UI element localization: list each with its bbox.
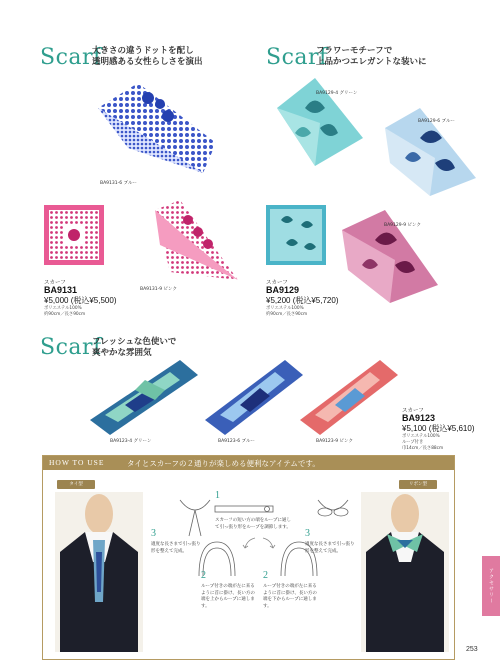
scarf-ba9129-green-flat-image	[266, 205, 326, 265]
section3-tagline	[92, 337, 176, 359]
step3-left-text: 適度な長さまで引っ張り形を整えて完成。	[151, 542, 201, 554]
product-ba9123-loop: ループ付き	[402, 440, 424, 445]
step3-left-diagram	[175, 498, 215, 538]
caption-ba9123-green: BA9123-4 グリーン	[110, 439, 152, 444]
product-ba9123-name: スカーフ	[402, 408, 424, 414]
step3-left-number: 3	[151, 528, 156, 539]
step1-number: 1	[215, 490, 220, 501]
step2-left-number: 2	[201, 570, 206, 581]
section1-tagline	[92, 46, 203, 68]
product-ba9123	[402, 406, 492, 452]
howto-tab-ribbon: リボン型	[399, 480, 437, 489]
section2-tagline-line2: 上品かつエレガントな装いに	[316, 57, 427, 67]
scarf-ba9131-pink-flat-image	[44, 205, 104, 265]
step3-right-diagram	[313, 498, 353, 528]
caption-ba9123-pink: BA9123-9 ピンク	[316, 439, 353, 444]
step1-diagram	[215, 504, 275, 514]
howto-title: HOW TO USE	[49, 458, 105, 467]
product-ba9131-material: ポリエステル100%	[44, 306, 82, 311]
section2-tagline-line1: フラワーモチーフで	[316, 46, 393, 56]
section1-tagline-line2: 透明感ある女性らしさを演出	[92, 57, 203, 67]
product-ba9123-material: ポリエステル100%	[402, 434, 440, 439]
section3-tagline-line2: 爽やかな雰囲気	[92, 348, 152, 358]
scarf-ba9123-blue-image	[205, 360, 305, 435]
howto-panel	[42, 455, 455, 660]
caption-ba9129-green: BA9129-4 グリーン	[316, 91, 358, 96]
section2-heading: Scarf	[266, 45, 328, 70]
step3-right-number: 3	[305, 528, 310, 539]
arrow-right-icon	[261, 536, 275, 550]
page-number: 253	[466, 646, 478, 653]
howto-description: タイとスカーフの２通りが楽しめる便利なアイテムです。	[127, 459, 320, 468]
caption-ba9131-pink: BA9131-9 ピンク	[140, 287, 177, 292]
scarf-ba9123-pink-image	[300, 360, 400, 435]
product-ba9129-material: ポリエステル100%	[266, 306, 304, 311]
caption-ba9123-blue: BA9123-6 ブルー	[218, 439, 255, 444]
step2-right-number: 2	[263, 570, 268, 581]
caption-ba9129-pink: BA9129-9 ピンク	[384, 223, 421, 228]
product-ba9129-price: ¥5,200 (税込¥5,720)	[266, 296, 339, 305]
product-ba9131-price: ¥5,000 (税込¥5,500)	[44, 296, 117, 305]
product-ba9123-price: ¥5,100 (税込¥5,610)	[402, 424, 475, 433]
section2-tagline	[316, 46, 427, 68]
product-ba9131-name: スカーフ	[44, 280, 66, 286]
step2-right-diagram	[275, 538, 323, 578]
howto-tab-tie: タイ型	[57, 480, 95, 489]
product-ba9131-size: 約90cm／長さ90cm	[44, 312, 86, 317]
howto-header-bar	[43, 456, 454, 470]
product-ba9129-name: スカーフ	[266, 280, 288, 286]
section1-tagline-line1: 大きさの違うドットを配し	[92, 46, 194, 56]
step3-right-text: 適度な長さまで引っ張り形を整えて完成。	[305, 542, 355, 554]
section3-tagline-line1: フレッシュな色使いで	[92, 337, 177, 347]
scarf-ba9131-pink-image	[150, 200, 240, 285]
step2-left-text: ループ付きの端が左に来るように首に掛け、長い方の端を上からループに通します。	[201, 584, 255, 609]
side-tab-accessory[interactable]: アクセサリー	[482, 556, 500, 616]
step2-right-text: ループ付きの端が左に来るように首に掛け、長い方の端を下からループに通します。	[263, 584, 317, 609]
product-ba9131-code: BA9131	[44, 285, 78, 295]
caption-ba9129-blue: BA9129-6 ブルー	[418, 119, 455, 124]
model-ribbon-style-image	[361, 492, 449, 652]
product-ba9123-size: 巾14cm／長さ88cm	[402, 446, 444, 451]
product-ba9129-size: 約90cm／長さ90cm	[266, 312, 308, 317]
model-tie-style-image	[55, 492, 143, 652]
scarf-ba9123-green-image	[90, 360, 200, 435]
product-ba9129	[266, 278, 366, 318]
product-ba9123-code: BA9123	[402, 413, 436, 423]
product-ba9131	[44, 278, 144, 318]
caption-ba9131-blue: BA9131-6 ブルー	[100, 181, 137, 186]
section1-heading: Scarf	[40, 45, 102, 70]
section3-heading: Scarf	[40, 335, 102, 360]
step1-text: スカーフの短い方の端をループに通して引っ張り形をループを調節します。	[215, 518, 292, 530]
scarf-ba9131-blue-image	[88, 78, 218, 178]
product-ba9129-code: BA9129	[266, 285, 300, 295]
arrow-left-icon	[243, 536, 257, 550]
